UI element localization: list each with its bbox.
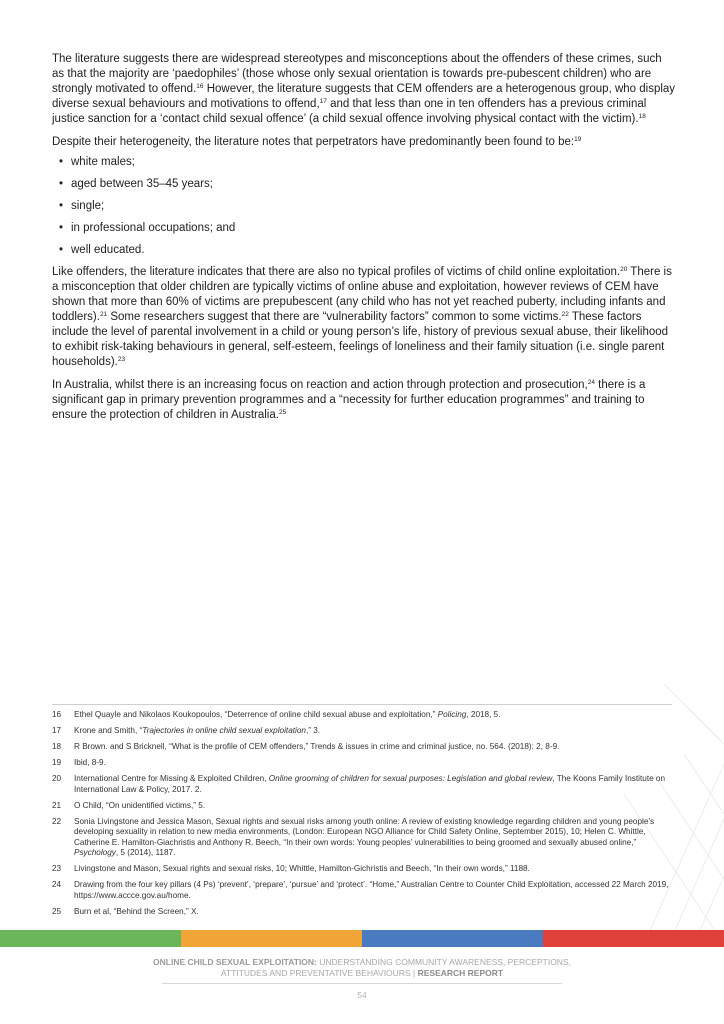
color-band: [0, 930, 724, 947]
footnote-ref-20[interactable]: 20: [620, 266, 628, 273]
paragraph-victim-profiles: Like offenders, the literature indicates that there are also no typical profiles of victims of child online exploitation.$^{20}$ There is a misconception that older children are typically victims of online abuse and exploitation, however reviews of CEM have shown that more than 60% of victims are prepubescent (any child who has not yet reached puberty, including infants and toddlers).$^{21}$ Some researchers suggest that there are “vulnerability factors” common to some victims.$^{22}$ These factors include the level of parental involvement in a child or young person’s life, history of previous sexual abuse, their likelihood to exhibit risk-taking behaviours in general, self-esteem, feelings of loneliness and their family situation (i.e. single parent households).$^{23}$: [52, 266, 672, 368]
footnote-ref-18[interactable]: 18: [638, 113, 646, 120]
list-item: • well educated.: [59, 243, 676, 258]
footnote-ref-21[interactable]: 21: [99, 311, 108, 318]
footnote-16: 16 Ethel Quayle and Nikolaos Koukopoulos, “Deterrence of online child sexual abuse and exploitation,” Policing, 2018, 5.: [52, 710, 501, 719]
footnote-21: 21 O Child, “On unidentified victims,” 5.: [52, 800, 206, 810]
report-title-bold: ONLINE CHILD SEXUAL EXPLOITATION:: [153, 957, 317, 967]
color-band-green: [0, 930, 181, 947]
footnote-19: 19 Ibid, 8-9.: [52, 758, 106, 767]
perpetrator-traits-list: [52, 155, 676, 258]
list-item: • single;: [59, 199, 676, 214]
page-number: 54: [357, 990, 367, 1000]
color-band-red: [543, 930, 724, 947]
footnote-24: 24 Drawing from the four key pillars (4 Ps) ‘prevent’, ‘prepare’, ‘pursue’ and ‘protect’. “Home,” Australian Centre to Counter Child Exploitation, accessed 22 March 2019, https://www.accce.gov.au/home.: [52, 880, 669, 900]
footnote-18: 18 R Brown. and S Bricknell, “What is the profile of CEM offenders,” Trends & issues in crime and criminal justice, no. 564. (2018): 2, 8-9.: [52, 742, 560, 751]
paragraph-perpetrator-intro: Despite their heterogeneity, the literature notes that perpetrators have predominantly been found to be:$^{19}$: [52, 136, 582, 148]
footnote-20: 20 International Centre for Missing & Exploited Children, Online grooming of children for sexual purposes: Legislation and global review, The Koons Family Institute on International Law & Policy, 2017. 2.: [52, 774, 666, 794]
footer-divider: [162, 983, 562, 984]
footnotes: [52, 710, 672, 923]
report-subtitle: UNDERSTANDING COMMUNITY AWARENESS, PERCEPTIONS,: [316, 957, 571, 967]
footnote-17: 17 Krone and Smith, “Trajectories in online child sexual exploitation,” 3.: [52, 726, 321, 735]
body-text: [52, 52, 676, 431]
footnote-23: 23 Livingstone and Mason, Sexual rights and sexual risks, 10; Whittle, Hamilton-Gichristis and Beech, “In their own words,” 1188.: [52, 864, 530, 873]
list-item: • in professional occupations; and: [59, 221, 676, 236]
footnote-ref-17[interactable]: 17: [319, 98, 327, 105]
footnote-ref-25[interactable]: 25: [278, 409, 287, 416]
running-footer: [0, 957, 724, 979]
footnote-22: 22 Sonia Livingstone and Jessica Mason, Sexual rights and sexual risks among youth online: A review of existing knowledge regarding children and young people’s developing sexuality in relation to new media environments, (London: European NGO Alliance for Child Safety Online, September 2015), 10; Helen C. Whittle, Catherine E. Hamilton-Giachristis and Anthony R. Beech, “In their own words: Young peoples’ vulnerabilities to being groomed and sexually abused online,” Psychology, 5 (2014), 1187.: [52, 816, 655, 857]
paragraph-offender-stereotypes: The literature suggests there are widespread stereotypes and misconceptions about the offenders of these crimes, such as that the majority are ‘paedophiles’ (those whose only sexual orientation is towards pre-pubescent children) who are strongly motivated to offend.$^{16}$ However, the literature suggests that CEM offenders are a heterogenous group, who display diverse sexual behaviours and motivations to offend,$^{17}$ and that less than one in ten offenders has a previous criminal justice sanction for a ‘contact child sexual offence’ (a child sexual offence involving physical contact with the victim).$^{18}$: [52, 53, 676, 125]
report-subtitle-line2: ATTITUDES AND PREVENTATIVE BEHAVIOURS: [220, 968, 411, 978]
footnote-ref-16[interactable]: 16: [196, 83, 204, 90]
paragraph-australia: In Australia, whilst there is an increasing focus on reaction and action through protection and prosecution,$^{24}$ there is a significant gap in primary prevention programmes and a “necessity for further education programmes” and training to ensure the protection of children in Australia.$^{25}$: [52, 379, 646, 421]
footnote-25: 25 Burn et al, “Behind the Screen,” X.: [52, 906, 199, 916]
footer-separator: |: [413, 968, 416, 978]
color-band-blue: [362, 930, 543, 947]
color-band-orange: [181, 930, 362, 947]
list-item: • white males;: [59, 155, 676, 170]
footnote-ref-19[interactable]: 19: [574, 136, 582, 143]
footnote-ref-24[interactable]: 24: [587, 379, 595, 386]
footnote-ref-22[interactable]: 22: [561, 311, 569, 318]
footnote-divider: [52, 704, 672, 705]
footnote-ref-23[interactable]: 23: [117, 356, 126, 363]
report-type: RESEARCH REPORT: [417, 968, 504, 978]
list-item: • aged between 35–45 years;: [59, 177, 676, 192]
